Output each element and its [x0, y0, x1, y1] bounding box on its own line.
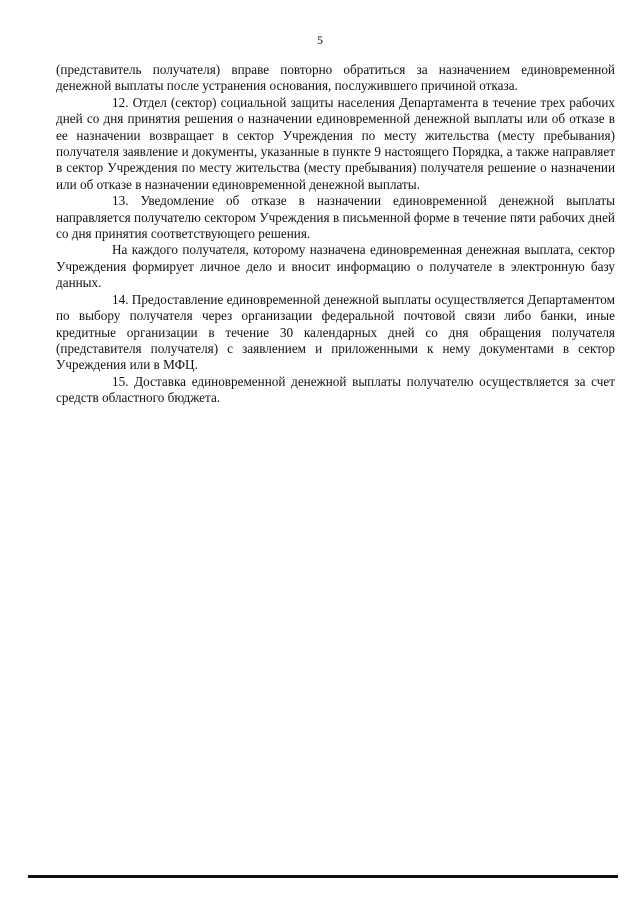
document-body: [56, 62, 615, 407]
page-number: 5: [317, 33, 323, 47]
paragraph-item-12: 12. Отдел (сектор) социальной защиты населения Департамента в течение трех рабочих дней со дня принятия решения о назначении единовременной денежной выплаты или об отказе в ее назначении возвращает в сектор Учреждения по месту жительства (месту пребывания) получателя заявление и документы, указанные в пункте 9 настоящего Порядка, а также направляет в сектор Учреждения по месту жительства (месту пребывания) получателя решение о назначении или об отказе в назначении единовременной денежной выплаты.: [56, 94, 615, 192]
paragraph-item-15: 15. Доставка единовременной денежной выплаты получателю осуществляется за счет средств областного бюджета.: [56, 373, 615, 406]
bottom-divider: [28, 875, 618, 878]
paragraph-item-14: 14. Предоставление единовременной денежной выплаты осуществляется Департаментом по выбору получателя через организации федеральной почтовой связи либо банки, иные кредитные организации в течение 30 календарных дней со дня обращения получателя (представителя получателя) с заявлением и приложенными к нему документами в сектор Учреждения или в МФЦ.: [56, 291, 615, 373]
paragraph-item-13: 13. Уведомление об отказе в назначении единовременной денежной выплаты направляется получателю сектором Учреждения в письменной форме в течение пяти рабочих дней со дня принятия соответствующего решения.: [56, 193, 615, 242]
paragraph-item-13-continuation: На каждого получателя, которому назначена единовременная денежная выплата, сектор Учреждения формирует личное дело и вносит информацию о получателе в электронную базу данных.: [56, 242, 615, 291]
paragraph-continuation: (представитель получателя) вправе повторно обратиться за назначением единовременной денежной выплаты после устранения основания, послужившего причиной отказа.: [56, 62, 615, 94]
